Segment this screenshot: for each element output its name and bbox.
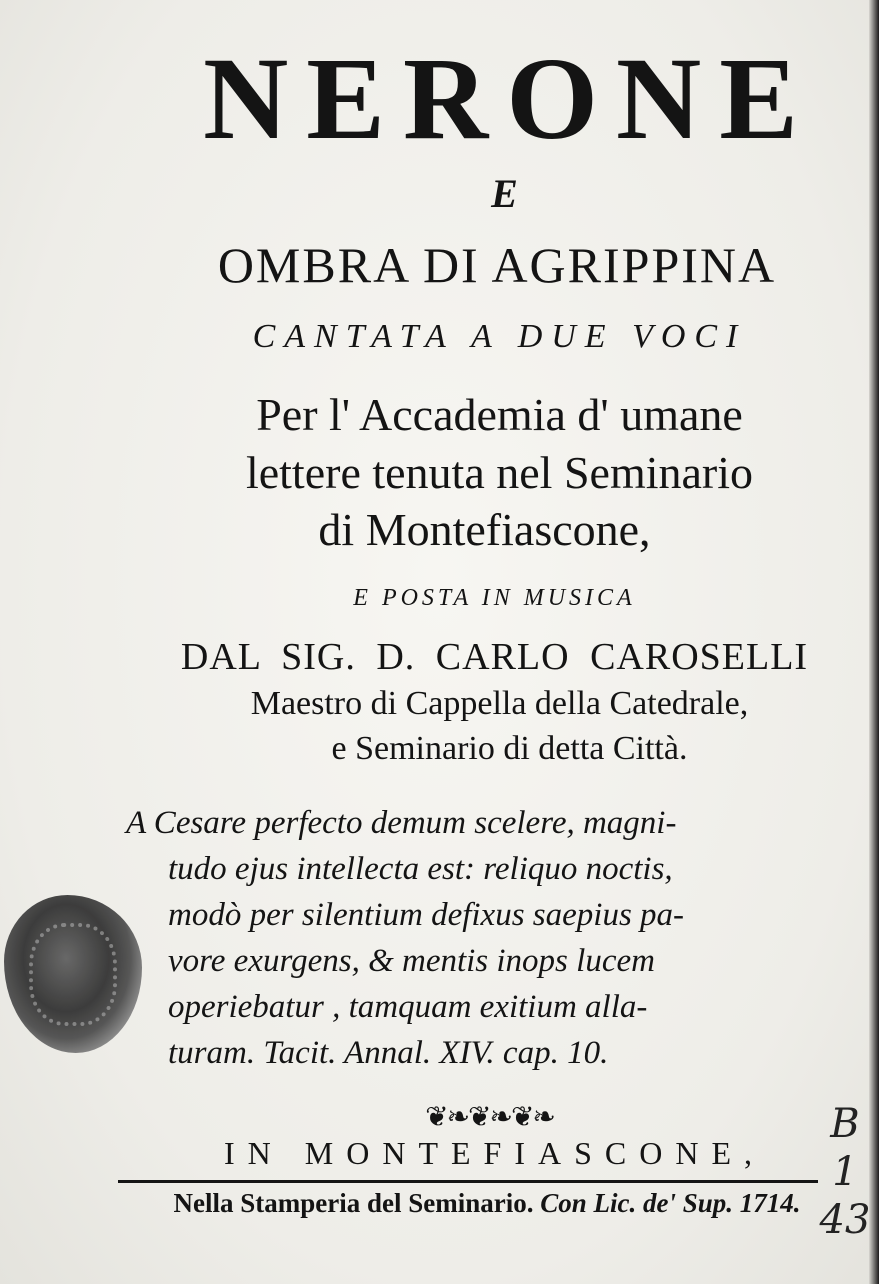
composer: DAL SIG. D. CARLO CAROSELLI xyxy=(180,636,809,678)
stamp-detail xyxy=(29,923,117,1026)
epigraph-line: modò per silentium defixus saepius pa- xyxy=(168,897,685,933)
imprint-rule xyxy=(118,1180,818,1183)
epigraph-line: turam. Tacit. Annal. XIV. cap. 10. xyxy=(168,1035,609,1071)
imprint-printer-line xyxy=(0,1188,879,1219)
epigraph xyxy=(118,800,858,1076)
genre-line: CANTATA A DUE VOCI xyxy=(252,318,747,355)
occasion-line-2: lettere tenuta nel Seminario xyxy=(245,447,754,498)
imprint-city: IN MONTEFIASCONE, xyxy=(224,1135,765,1171)
composer-role-2: e Seminario di detta Città. xyxy=(331,730,688,767)
subtitle: OMBRA DI AGRIPPINA xyxy=(217,237,777,293)
epigraph-line: vore exurgens, & mentis inops lucem xyxy=(168,943,655,979)
composer-role-1: Maestro di Cappella della Catedrale, xyxy=(250,685,749,722)
title: NERONE xyxy=(203,33,816,164)
shelfmark-line: 43 xyxy=(819,1197,871,1243)
imprint-license: Con Lic. de' Sup. 1714. xyxy=(540,1188,801,1218)
library-stamp xyxy=(4,895,142,1053)
epigraph-line: operiebatur , tamquam exitium alla- xyxy=(168,989,648,1025)
handwritten-shelfmark xyxy=(817,1100,873,1244)
imprint-printer: Nella Stamperia del Seminario. xyxy=(173,1188,534,1218)
shelfmark-line: 1 xyxy=(832,1149,858,1195)
epigraph-line: A Cesare perfecto demum scelere, magni- xyxy=(126,805,677,841)
occasion-line-1: Per l' Accademia d' umane xyxy=(256,389,743,440)
music-note: E POSTA IN MUSICA xyxy=(353,585,636,611)
conjunction: E xyxy=(491,171,518,216)
epigraph-line: tudo ejus intellecta est: reliquo noctis, xyxy=(168,851,673,887)
shelfmark-line: B xyxy=(830,1101,860,1147)
occasion-line-3: di Montefiascone, xyxy=(318,504,651,555)
ornament-divider: ❦❧❦❧❦❧ xyxy=(425,1102,554,1133)
